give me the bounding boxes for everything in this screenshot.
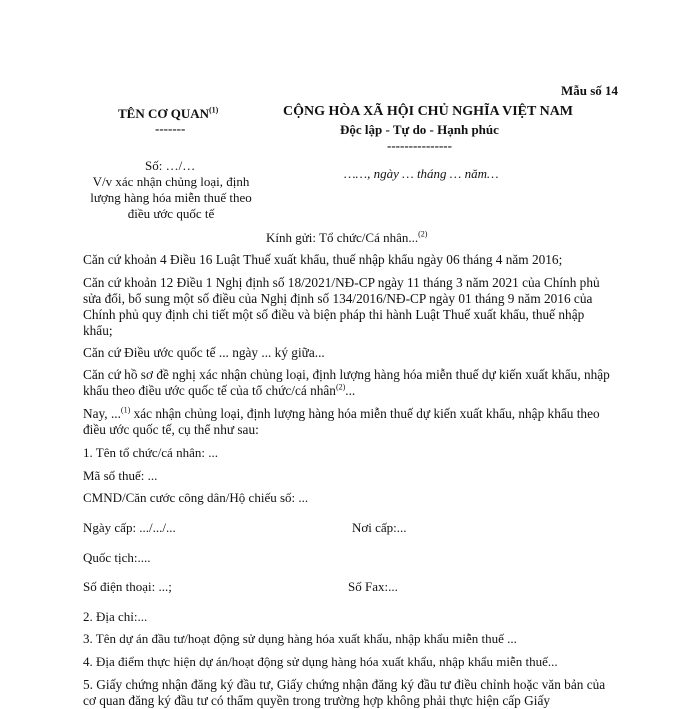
field-tax-code: Mã số thuế: ...: [83, 468, 158, 483]
nation-dashes: ---------------: [387, 138, 452, 153]
field-issue-date: Ngày cấp: .../.../...: [83, 520, 176, 535]
field-address: 2. Địa chỉ:...: [83, 609, 148, 624]
paragraph-5-text: xác nhận chủng loại, định lượng hàng hóa miễn thuế dự kiến xuất khẩu, nhập khẩu theo điều ước quốc tế, cụ thể như sau:: [83, 406, 600, 437]
field-fax: Số Fax:...: [348, 579, 398, 594]
subject-line-3: điều ước quốc tế: [127, 206, 215, 221]
doc-number: Số: …/…: [145, 158, 196, 173]
field-name: 1. Tên tổ chức/cá nhân: ...: [83, 445, 218, 460]
nation-title: CỘNG HÒA XÃ HỘI CHỦ NGHĨA VIỆT NAM: [283, 104, 574, 119]
subject-block: [76, 174, 266, 222]
agency-name-text: TÊN CƠ QUAN: [118, 106, 210, 121]
paragraph-2: Căn cứ khoản 12 Điều 1 Nghị định số 18/2021/NĐ-CP ngày 11 tháng 3 năm 2021 của Chính phủ sửa đổi, bổ sung một số điều của Nghị định số 134/2016/NĐ-CP ngày 01 tháng 9 năm 2016 của Chính phủ quy định chi tiết một số điều và biện pháp thi hành Luật Thuế xuất khẩu, thuế nhập khẩu;: [83, 275, 600, 338]
paragraph-1: Căn cứ khoản 4 Điều 16 Luật Thuế xuất khẩu, thuế nhập khẩu ngày 06 tháng 4 năm 2016;: [83, 252, 563, 267]
subject-line-2: lượng hàng hóa miễn thuế theo: [90, 190, 252, 205]
field-project-name: 3. Tên dự án đầu tư/hoạt động sử dụng hàng hóa xuất khẩu, nhập khẩu miễn thuế ...: [83, 631, 517, 646]
nation-motto: Độc lập - Tự do - Hạnh phúc: [340, 122, 499, 137]
agency-note: (1): [209, 105, 219, 115]
field-phone: Số điện thoại: ...;: [83, 579, 172, 594]
field-issue-place: Nơi cấp:...: [352, 520, 407, 535]
agency-dashes: -------: [155, 121, 186, 136]
field-id-number: CMND/Căn cước công dân/Hộ chiếu số: ...: [83, 490, 309, 505]
form-number: Mẫu số 14: [560, 83, 618, 98]
paragraph-4: [83, 367, 617, 399]
recipient-note: (2): [418, 229, 428, 239]
paragraph-5-start: Nay, ...: [83, 406, 121, 421]
paragraph-5-note: (1): [120, 405, 131, 415]
subject-line-1: V/v xác nhận chủng loại, định: [92, 174, 250, 189]
field-certificate: 5. Giấy chứng nhận đăng ký đầu tư, Giấy chứng nhận đăng ký đầu tư điều chỉnh hoặc văn bản của cơ quan đăng ký đầu tư có thẩm quyền trong trường hợp không phải thực hiện cấp Giấy: [83, 677, 606, 708]
paragraph-4-note: (2): [335, 382, 346, 392]
recipient: [266, 230, 427, 246]
agency-name: [118, 106, 218, 122]
field-project-place: 4. Địa điểm thực hiện dự án/hoạt động sử dụng hàng hóa xuất khẩu, nhập khẩu miễn thuế...: [83, 654, 558, 669]
paragraph-4-text: Căn cứ hồ sơ đề nghị xác nhận chủng loại, định lượng hàng hóa miễn thuế dự kiến xuất khẩu, nhập khẩu theo điều ước quốc tế của tổ chức/cá nhân: [83, 367, 610, 398]
recipient-text: Kính gửi: Tổ chức/Cá nhân...: [266, 230, 419, 245]
paragraph-5: [83, 406, 617, 438]
date-line: ……, ngày … tháng … năm…: [344, 166, 499, 181]
paragraph-3: Căn cứ Điều ước quốc tế ... ngày ... ký giữa...: [83, 345, 325, 360]
paragraph-4-end: ...: [345, 383, 356, 398]
field-nationality: Quốc tịch:....: [83, 550, 151, 565]
